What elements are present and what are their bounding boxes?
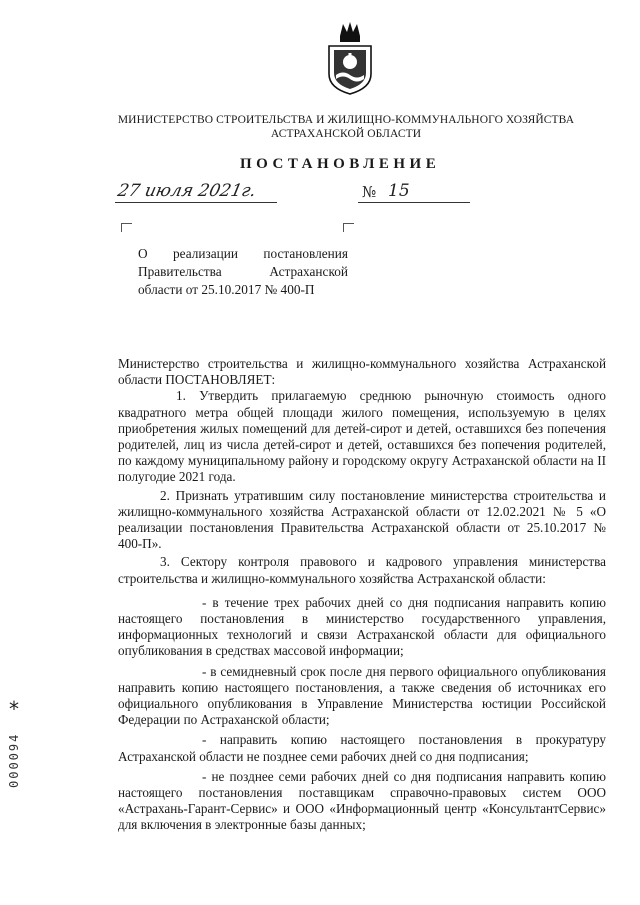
serial-number-stamp xyxy=(2,700,26,792)
number-underline xyxy=(358,202,470,203)
body-item-3: 3. Сектору контроля правового и кадрового управления министерства строительства и жилищно-коммунального хозяйства Астраханской области: xyxy=(118,554,606,586)
corner-mark-left xyxy=(121,223,132,232)
document-type-title: ПОСТАНОВЛЕНИЕ xyxy=(240,156,441,172)
date-underline xyxy=(115,202,277,203)
handwritten-number: 15 xyxy=(388,181,410,201)
body-bullet-3: - направить копию настоящего постановления в прокуратуру Астраханской области не позднее семи рабочих дней со дня подписания; xyxy=(118,732,606,764)
body-item-1: 1. Утвердить прилагаемую среднюю рыночную стоимость одного квадратного метра общей площади жилого помещения, используемую в целях приобретения жилых помещений для детей-сирот и детей, оставшихся без попечения родителей, лиц из числа детей-сирот и детей, оставшихся без попечения родителей, по каждому муниципальному району и городскому округу Астраханской области на II полугодие 2021 года. xyxy=(118,388,606,485)
document-subject: О реализации постановления Правительства Астраханской области от 25.10.2017 № 400-П xyxy=(138,246,348,297)
serial-asterisk: * xyxy=(9,700,19,721)
handwritten-date: 27 июля 2021г. xyxy=(115,181,258,201)
body-bullet-1: - в течение трех рабочих дней со дня подписания направить копию настоящего постановления в министерство государственного управления, информационных технологий и связи Астраханской области для официального опубликования в средствах массовой информации; xyxy=(118,594,606,659)
coat-of-arms-emblem xyxy=(325,20,375,96)
ministry-name-line1: МИНИСТЕРСТВО СТРОИТЕЛЬСТВА И ЖИЛИЩНО-КОММУНАЛЬНОГО ХОЗЯЙСТВА xyxy=(117,114,575,126)
body-item-2: 2. Признать утратившим силу постановление министерства строительства и жилищно-коммунального хозяйства Астраханской области от 12.02.2021 № 5 «О реализации постановления Правительства Астраханской области от 25.10.2017 № 400-П». xyxy=(118,487,606,552)
body-bullet-2: - в семидневный срок после дня первого официального опубликования направить копию настоящего постановления, а также сведения об источниках его официального опубликования в Управление Министерства юстиции Российской Федерации по Астраханской области; xyxy=(118,663,606,728)
corner-mark-right xyxy=(343,223,354,232)
body-bullet-4: - не позднее семи рабочих дней со дня подписания направить копию настоящего постановления поставщикам справочно-правовых систем ООО «Астрахань-Гарант-Сервис» и ООО «Информационный центр «КонсультантСервис» для включения в электронные базы данных; xyxy=(118,768,606,833)
serial-number: 000094 xyxy=(7,732,21,788)
body-intro: Министерство строительства и жилищно-коммунального хозяйства Астраханской области ПОСТАНОВЛЯЕТ: xyxy=(118,356,606,388)
ministry-name xyxy=(96,113,596,141)
number-sign: № xyxy=(362,183,377,201)
ministry-name-line2: АСТРАХАНСКОЙ ОБЛАСТИ xyxy=(270,128,422,140)
document-body xyxy=(118,356,606,834)
